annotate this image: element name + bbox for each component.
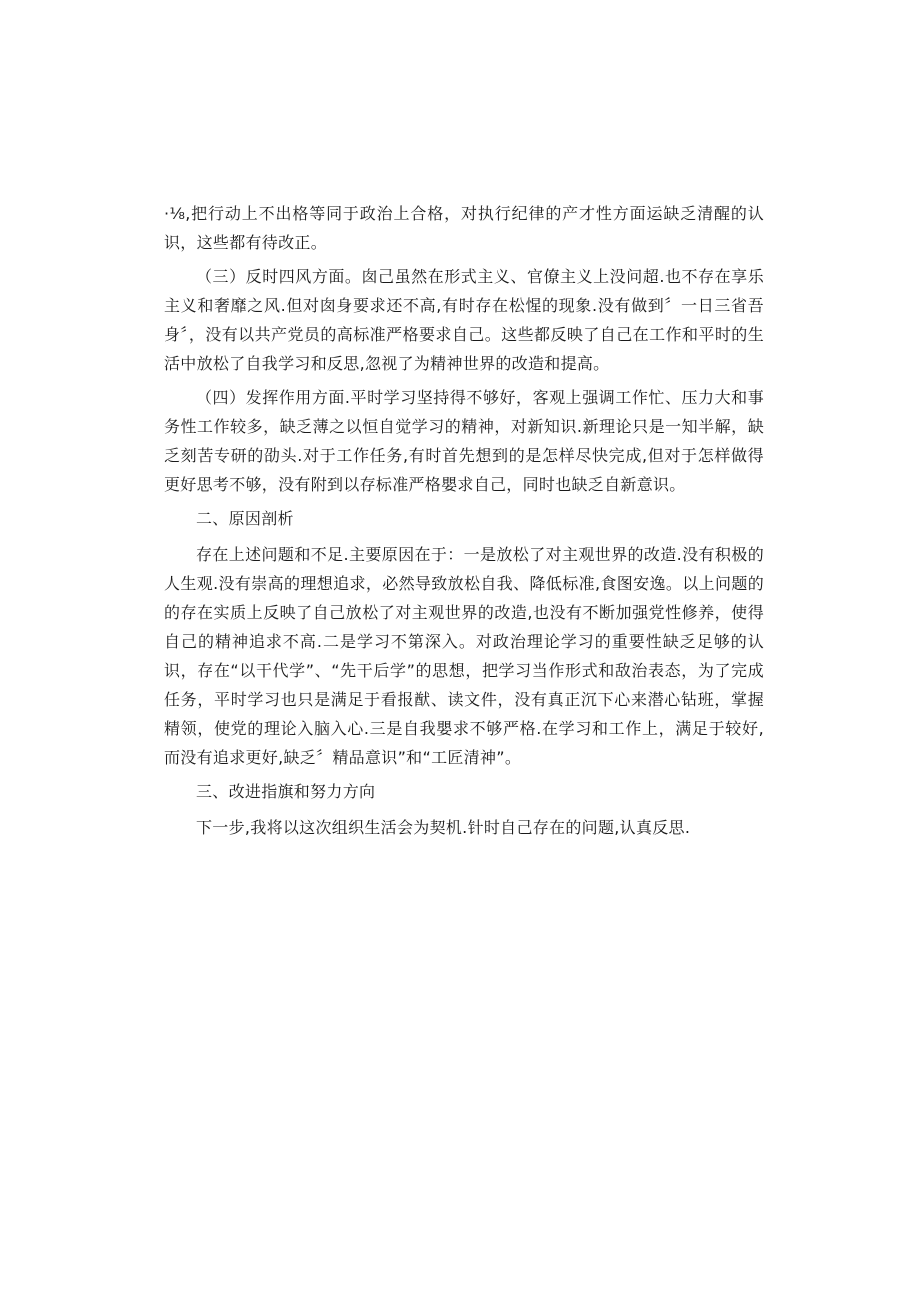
paragraph-cause-analysis: 存在上述问题和不足.主要原因在于：一是放松了对主观世界的改造.没有积极的人生观.没有崇高的理想追求，必然导致放松自我、降低标准,食图安逸。以上问题的的存在实质上反映了自己放松了对主观世界的改造,也没有不断加强党性修养，使得自己的精神追求不高.二是学习不第深入。对政治理论学习的重要性缺乏足够的认识，存在“以干代学”、“先干后学”的思想，把学习当作形式和敌治表态，为了完成任务，平时学习也只是满足于看报猷、读文件，没有真正沉下心来潜心钻班，掌握精领，使党的理论入脑入心.三是自我嬰求不够严格.在学习和工作上，满足于较好,而没有追求更好,缺乏〞精品意识”和“工匠清神”。 bbox=[164, 545, 764, 767]
document-body bbox=[164, 199, 764, 847]
paragraph-continuation: ·⅛,把行动上不出格等同于政治上合格，对执行纪律的产才性方面运缺乏清醒的认识，这些都有待改正。 bbox=[164, 204, 764, 252]
paragraph-role-play: （四）发挥作用方面.平时学习坚持得不够好，客观上强调工作忙、压力大和事务性工作较多，缺乏薄之以恒自觉学习的精神，对新知识.新理论只是一知半解，缺乏刻苦专研的劭头.对于工作任务,有时首先想到的是怎样尽快完成,但对于怎样做得更好思考不够，没有附到以存标准严格嬰求自己，同时也缺乏自新意识。 bbox=[164, 388, 764, 494]
section-heading-cause-analysis: 二、原因剖析 bbox=[196, 509, 294, 528]
paragraph-next-step: 下一步,我将以这次组织生活会为契机.针时自己存在的问题,认真反思. bbox=[196, 818, 691, 837]
section-heading-improvement: 三、改进指旗和努力方向 bbox=[196, 782, 376, 801]
paragraph-four-winds: （三）反时四风方面。囱己虽然在形式主义、官僚主义上没问超.也不存在享乐主义和奢靡之风.但对囱身要求还不高,有时存在松惺的现象.没有做到〞一日三省吾身〞，没有以共产党员的高标准严格要求自己。这些都反映了自己在工作和平时的生活中放松了自我学习和反思,忽视了为精神世界的改造和提高。 bbox=[164, 267, 764, 373]
